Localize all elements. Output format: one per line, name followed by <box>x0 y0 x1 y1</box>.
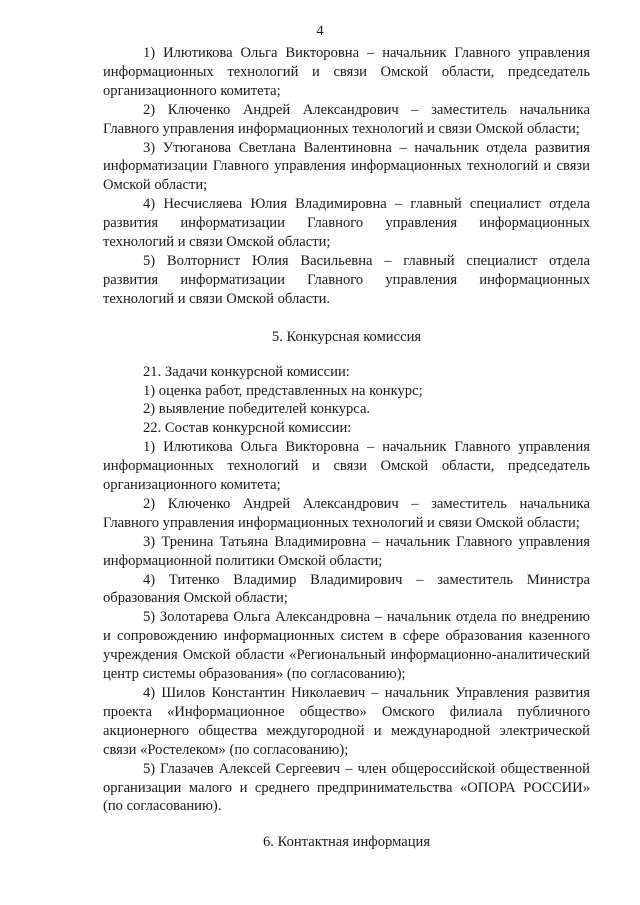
list-item: 2) выявление победителей конкурса. <box>143 401 371 418</box>
list-item: 4) Титенко Владимир Владимирович – заместитель Министра образования Омской области; <box>103 571 590 607</box>
list-item: 5) Глазачев Алексей Сергеевич – член общероссийской общественной организации малого и среднего предпринимательства «ОПОРА РОССИИ» (по согласованию). <box>103 760 590 815</box>
commission-members-list <box>103 438 590 816</box>
list-item: 5) Волторнист Юлия Васильевна – главный специалист отдела развития информатизации Главного управления информационных технологий и связи Омской области. <box>103 252 590 307</box>
paragraph: 22. Состав конкурсной комиссии: <box>143 420 352 437</box>
list-item: 1) оценка работ, представленных на конкурс; <box>143 382 423 399</box>
section-heading: 5. Конкурсная комиссия <box>271 328 422 345</box>
list-item: 5) Золотарева Ольга Александровна – начальник отдела по внедрению и сопровождению информационных систем в сфере образования казенного учреждения Омской области «Региональный информационно-аналитический центр системы образования» (по согласованию); <box>103 609 590 683</box>
list-item: 2) Ключенко Андрей Александрович – заместитель начальника Главного управления информационных технологий и связи Омской области; <box>103 495 590 531</box>
list-item: 2) Ключенко Андрей Александрович – заместитель начальника Главного управления информационных технологий и связи Омской области; <box>103 101 590 137</box>
list-item: 1) Илютикова Ольга Викторовна – начальник Главного управления информационных технологий и связи Омской области, председатель организационного комитета; <box>103 45 590 99</box>
list-item: 1) Илютикова Ольга Викторовна – начальник Главного управления информационных технологий и связи Омской области, председатель организационного комитета; <box>103 439 590 494</box>
list-item: 4) Шилов Константин Николаевич – начальник Управления развития проекта «Информационное общество» Омского филиала публичного акционерного общества междугородной и международной электрической связи «Ростелеком» (по согласованию); <box>103 685 590 758</box>
document-body <box>103 44 590 852</box>
list-item: 3) Тренина Татьяна Владимировна – начальник Главного управления информационной политики Омской области; <box>103 533 590 569</box>
page-number: 4 <box>316 23 324 39</box>
paragraph: 21. Задачи конкурсной комиссии: <box>143 363 350 380</box>
list-item: 3) Утюганова Светлана Валентиновна – начальник отдела развития информатизации Главного управления информационных технологий и связи Омской области; <box>103 139 590 194</box>
list-item: 4) Несчисляева Юлия Владимировна – главный специалист отдела развития информатизации Главного управления информационных технологий и связи Омской области; <box>103 196 590 251</box>
section-heading: 6. Контактная информация <box>262 834 431 851</box>
organizing-committee-list <box>103 44 590 309</box>
